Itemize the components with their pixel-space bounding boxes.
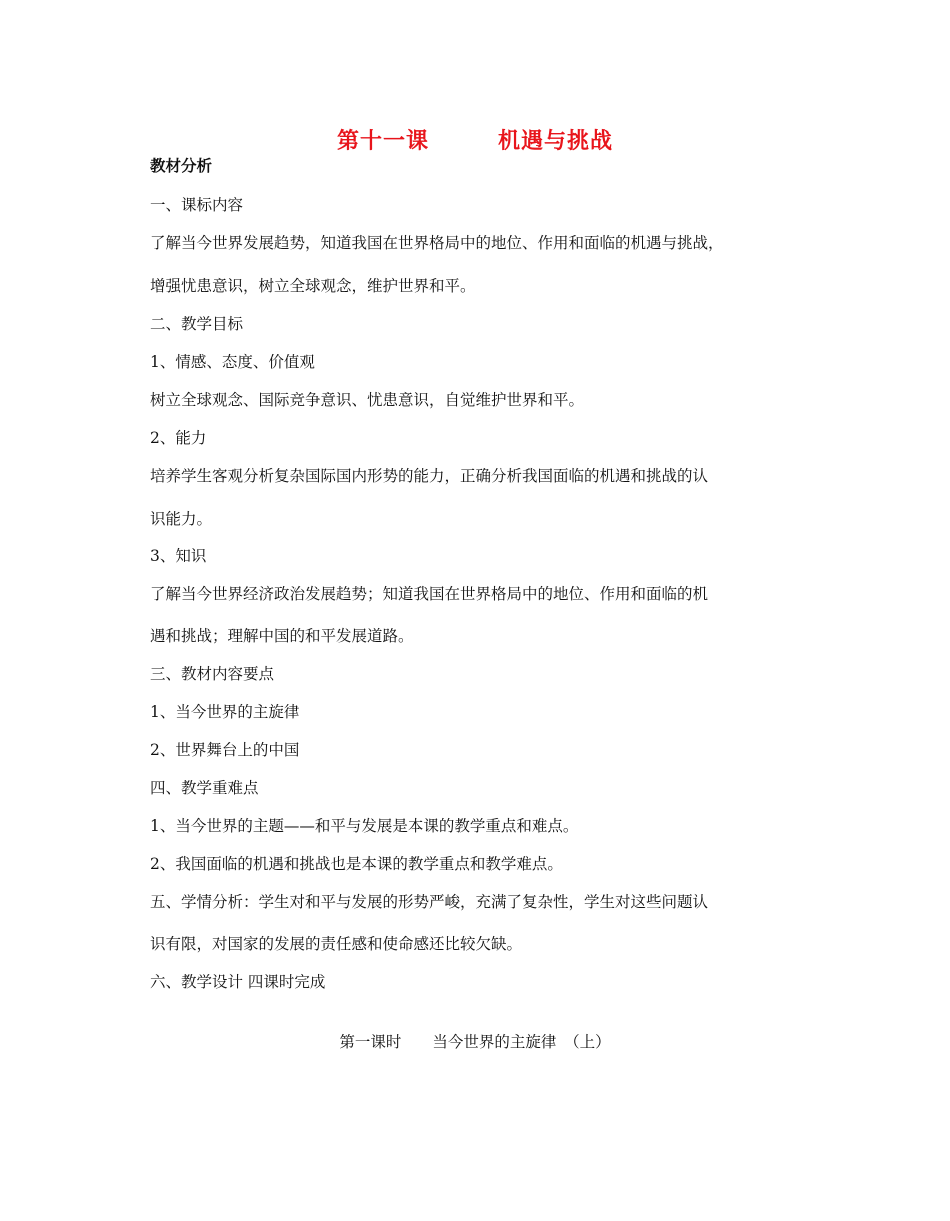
text-line: 2、世界舞台上的中国 — [150, 741, 300, 759]
lesson-title: 第十一课 机遇与挑战 — [336, 128, 613, 154]
text-line: 2、能力 — [150, 429, 207, 447]
text-line: 增强忧患意识，树立全球观念，维护世界和平。 — [150, 277, 476, 295]
text-line: 2、我国面临的机遇和挑战也是本课的教学重点和教学难点。 — [150, 855, 563, 873]
text-line: 识有限，对国家的发展的责任感和使命感还比较欠缺。 — [150, 935, 523, 953]
text-line: 二、教学目标 — [150, 315, 244, 333]
text-line: 一、课标内容 — [150, 196, 244, 214]
text-line: 了解当今世界发展趋势，知道我国在世界格局中的地位、作用和面临的机遇与挑战， — [150, 234, 724, 252]
text-line: 1、情感、态度、价值观 — [150, 353, 315, 371]
text-line: 培养学生客观分析复杂国际国内形势的能力，正确分析我国面临的机遇和挑战的认 — [150, 467, 709, 485]
text-line: 三、教材内容要点 — [150, 665, 275, 683]
text-line: 识能力。 — [150, 510, 213, 528]
text-line: 六、教学设计 四课时完成 — [150, 973, 326, 991]
text-line: 3、知识 — [150, 547, 207, 565]
lesson-subtitle: 第一课时 当今世界的主旋律 （上） — [339, 1033, 611, 1051]
text-line: 遇和挑战；理解中国的和平发展道路。 — [150, 627, 414, 645]
text-line: 了解当今世界经济政治发展趋势；知道我国在世界格局中的地位、作用和面临的机 — [150, 585, 709, 603]
text-line: 1、当今世界的主题——和平与发展是本课的教学重点和难点。 — [150, 817, 579, 835]
text-line: 1、当今世界的主旋律 — [150, 703, 300, 721]
text-line: 五、学情分析：学生对和平与发展的形势严峻，充满了复杂性，学生对这些问题认 — [150, 893, 709, 911]
section-heading: 教材分析 — [150, 156, 213, 175]
text-line: 树立全球观念、国际竞争意识、忧患意识，自觉维护世界和平。 — [150, 391, 585, 409]
text-line: 四、教学重难点 — [150, 779, 259, 797]
